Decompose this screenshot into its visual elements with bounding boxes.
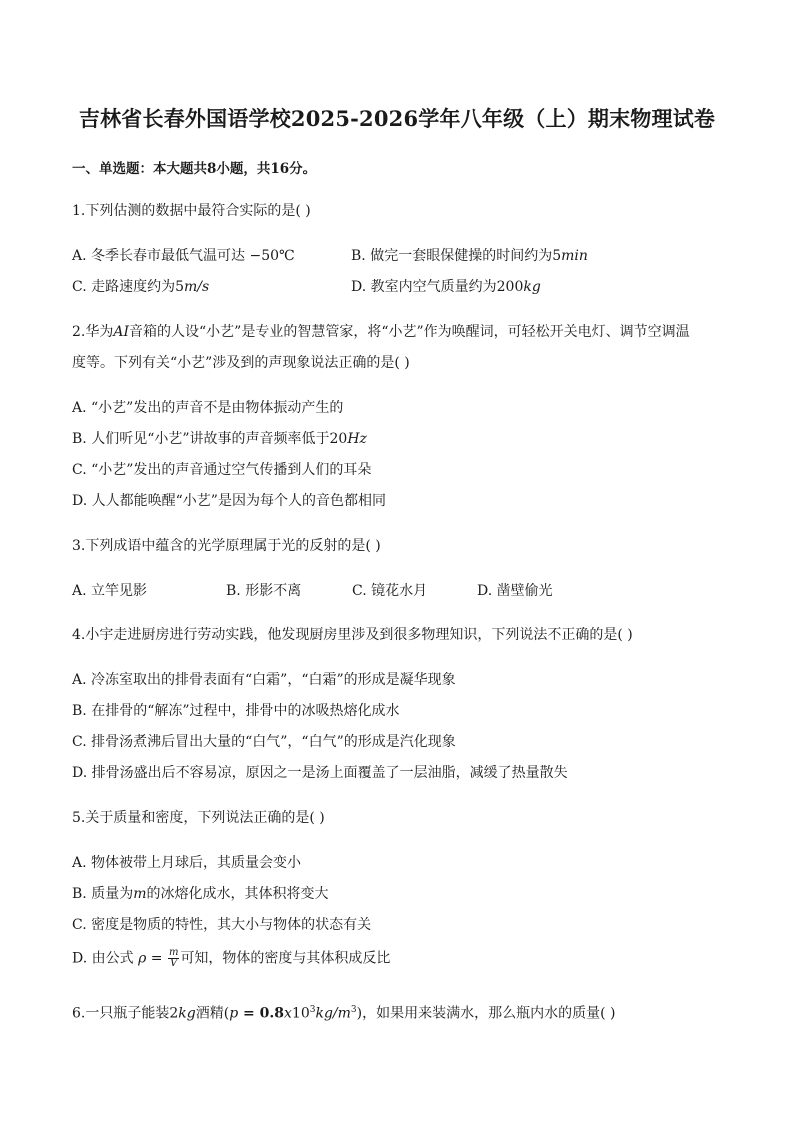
question-6-stem: 6.一只瓶子能装2kg酒精$(p = 0.8x10^3kg/m^3)$，如果用来装满水，那么瓶内水的质量( ) <box>72 1005 616 1022</box>
question-3-option-a: A. 立竿见影 <box>72 583 148 599</box>
question-2-option-d: D. 人人都能唤醒“小艺”是因为每个人的音色都相同 <box>72 493 386 509</box>
question-3-option-b: B. 形影不离 <box>226 583 302 599</box>
question-2-stem-line-2: 度等。下列有关“小艺”涉及到的声现象说法正确的是( ) <box>72 355 410 371</box>
question-4-option-b: B. 在排骨的“解冻”过程中，排骨中的冰吸热熔化成水 <box>72 703 400 719</box>
question-1-option-b: B. 做完一套眼保健操的时间约为5min <box>351 248 588 264</box>
section-heading: 一、单选题：本大题共8小题，共16分。 <box>72 161 317 177</box>
question-1-option-a: A. 冬季长春市最低气温可达 −50℃ <box>72 248 295 264</box>
question-1-option-c: C. 走路速度约为5m/s <box>72 279 210 295</box>
question-5-option-c: C. 密度是物质的特性，其大小与物体的状态有关 <box>72 917 372 933</box>
question-3-option-c: C. 镜花水月 <box>352 583 428 599</box>
page-title: 吉林省长春外国语学校2025-2026学年八年级（上）期末物理试卷 <box>78 106 716 131</box>
question-3-option-d: D. 凿壁偷光 <box>477 583 553 599</box>
question-5-stem: 5.关于质量和密度，下列说法正确的是( ) <box>72 810 325 826</box>
question-2-stem-line-1: 2.华为AI音箱的人设“小艺”是专业的智慧管家，将“小艺”作为唤醒词，可轻松开关电灯、调节空调温 <box>72 324 690 340</box>
question-4-option-c: C. 排骨汤煮沸后冒出大量的“白气”，“白气”的形成是汽化现象 <box>72 734 456 750</box>
question-1-stem: 1.下列估测的数据中最符合实际的是( ) <box>72 203 311 219</box>
question-4-option-d: D. 排骨汤盛出后不容易凉，原因之一是汤上面覆盖了一层油脂，减缓了热量散失 <box>72 765 568 781</box>
question-2-option-b: B. 人们听见“小艺”讲故事的声音频率低于20Hz <box>72 431 367 447</box>
question-4-option-a: A. 冷冻室取出的排骨表面有“白霜”，“白霜”的形成是凝华现象 <box>72 672 456 688</box>
question-2-option-c: C. “小艺”发出的声音通过空气传播到人们的耳朵 <box>72 462 372 478</box>
question-4-stem: 4.小宇走进厨房进行劳动实践，他发现厨房里涉及到很多物理知识，下列说法不正确的是( ) <box>72 627 633 643</box>
question-5-option-a: A. 物体被带上月球后，其质量会变小 <box>72 855 302 871</box>
question-1-option-d: D. 教室内空气质量约为200kg <box>351 279 541 295</box>
question-2-option-a: A. “小艺”发出的声音不是由物体振动产生的 <box>72 400 344 416</box>
question-3-stem: 3.下列成语中蕴含的光学原理属于光的反射的是( ) <box>72 538 381 554</box>
question-5-option-d: D. 由公式 ρ = $\frac{m}{V}$ 可知，物体的密度与其体积成反比 <box>72 947 391 969</box>
question-5-option-b: B. 质量为m的冰熔化成水，其体积将变大 <box>72 886 329 902</box>
density-fraction: $\frac{m}{V}$ <box>168 947 179 969</box>
